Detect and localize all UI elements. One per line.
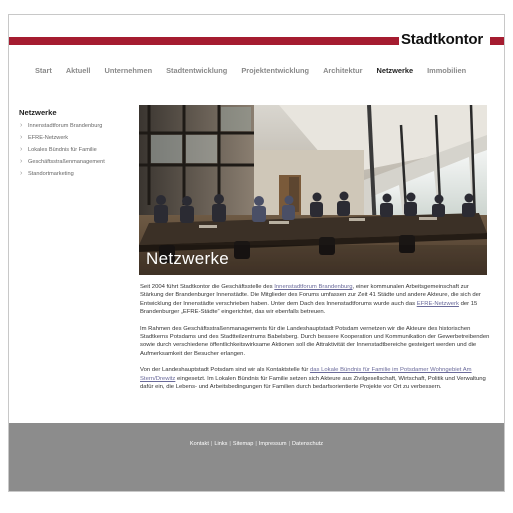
link-efre-netzwerk[interactable]: EFRE-Netzwerk (416, 300, 459, 307)
nav-item-netzwerke[interactable]: Netzwerke (376, 66, 414, 75)
footer (9, 423, 504, 491)
nav-item-stadtentwicklung[interactable]: Stadtentwicklung (166, 66, 228, 75)
link-innenstadtforum[interactable]: Innenstadtforum Brandenburg (274, 284, 353, 290)
footer-link-sitemap[interactable]: Sitemap (232, 441, 254, 447)
footer-link-kontakt[interactable]: Kontakt (189, 441, 209, 447)
content-paragraph-3 (140, 366, 490, 391)
p3-text-b: eingesetzt. Im Lokalen Bündnis für Familie setzen sich Akteure aus Zivilgesellschaft, Wirtschaft, Politik und Verwaltung dafür ein, die Lebens- und Arbeitsbedingungen für Familien durch bedarfsorientierte Projekte vor Ort zu verbessern. (140, 375, 486, 391)
header-red-bar (9, 37, 399, 45)
footer-separator: | (255, 441, 257, 447)
link-lokales-buendnis[interactable]: das Lokale Bündnis für Familie im Potsdamer Wohngebiet Am Stern/Drewitz (140, 367, 472, 382)
p1-text-c: der 15 Brandenburger „EFRE-Städte“ eingerichtet, das wir ebenfalls betreuen. (140, 300, 478, 316)
footer-link-datenschutz[interactable]: Datenschutz (291, 441, 324, 447)
main-navigation (35, 66, 504, 78)
nav-item-aktuell[interactable]: Aktuell (65, 66, 91, 75)
p3-text-a: Von der Landeshauptstadt Potsdam sind wir als Kontaktstelle für (140, 367, 310, 374)
content-paragraph-2: Im Rahmen des Geschäftsstraßenmanagements für die Landeshauptstadt Potsdam vernetzen wir die Akteure des historischen Stadtkerns Potsdams und des Stadtteilzentrums Babelsberg. Durch bessere Kooperation und Kommunikation der Gewerbetreibenden sowie durch verschiedene öffentlichkeitswirksame Aktionen soll die Attraktivität der Innenstadtbereiche gesteigert werden und die Aufmerksamkeit der Besucher erlangen. (140, 325, 490, 357)
sidebar-item-lokales-buendnis[interactable]: › Lokales Bündnis für Familie (19, 147, 139, 153)
footer-links (9, 441, 504, 447)
page-frame (8, 14, 505, 492)
sidebar-item-geschaeftsstrassenmanagement[interactable]: › Geschäftsstraßenmanagement (19, 159, 139, 165)
p1-text-a: Seit 2004 führt Stadtkontor die Geschäftsstelle des (140, 284, 275, 290)
sidebar-title: Netzwerke (19, 108, 57, 117)
footer-separator: | (210, 441, 213, 447)
content-paragraph-1 (140, 283, 490, 317)
nav-item-immobilien[interactable]: Immobilien (427, 66, 467, 75)
nav-item-start[interactable]: Start (35, 66, 52, 75)
nav-item-projektentwicklung[interactable]: Projektentwicklung (241, 66, 310, 75)
sidebar (19, 108, 139, 183)
sidebar-item-innenstadtforum[interactable]: › Innenstadtforum Brandenburg (19, 123, 139, 129)
header-red-bar-end (490, 37, 504, 45)
sidebar-item-standortmarketing[interactable]: › Standortmarketing (19, 171, 139, 177)
footer-link-impressum[interactable]: Impressum (258, 441, 287, 447)
p1-text-b: , einer kommunalen Arbeitsgemeinschaft zur Stärkung der Brandenburger Innenstädte. Die Mitglieder des Forums umfassen zur Zeit 41 Städte und andere Akteure, die sich der Entwicklung der Innenstädte verschrieben haben. Unter dem Dach des Innenstadtforums wurde auch das (140, 284, 481, 307)
hero-title: Netzwerke (146, 249, 230, 268)
hero-image (139, 105, 487, 275)
nav-item-unternehmen[interactable]: Unternehmen (104, 66, 153, 75)
footer-link-links[interactable]: Links (214, 441, 228, 447)
main-content (140, 283, 490, 399)
footer-separator: | (229, 441, 231, 447)
sidebar-list (19, 123, 139, 177)
nav-item-architektur[interactable]: Architektur (323, 66, 363, 75)
footer-separator: | (288, 441, 290, 447)
site-logo[interactable]: Stadtkontor (401, 31, 483, 48)
sidebar-item-efre-netzwerk[interactable]: › EFRE-Netzwerk (19, 135, 139, 141)
